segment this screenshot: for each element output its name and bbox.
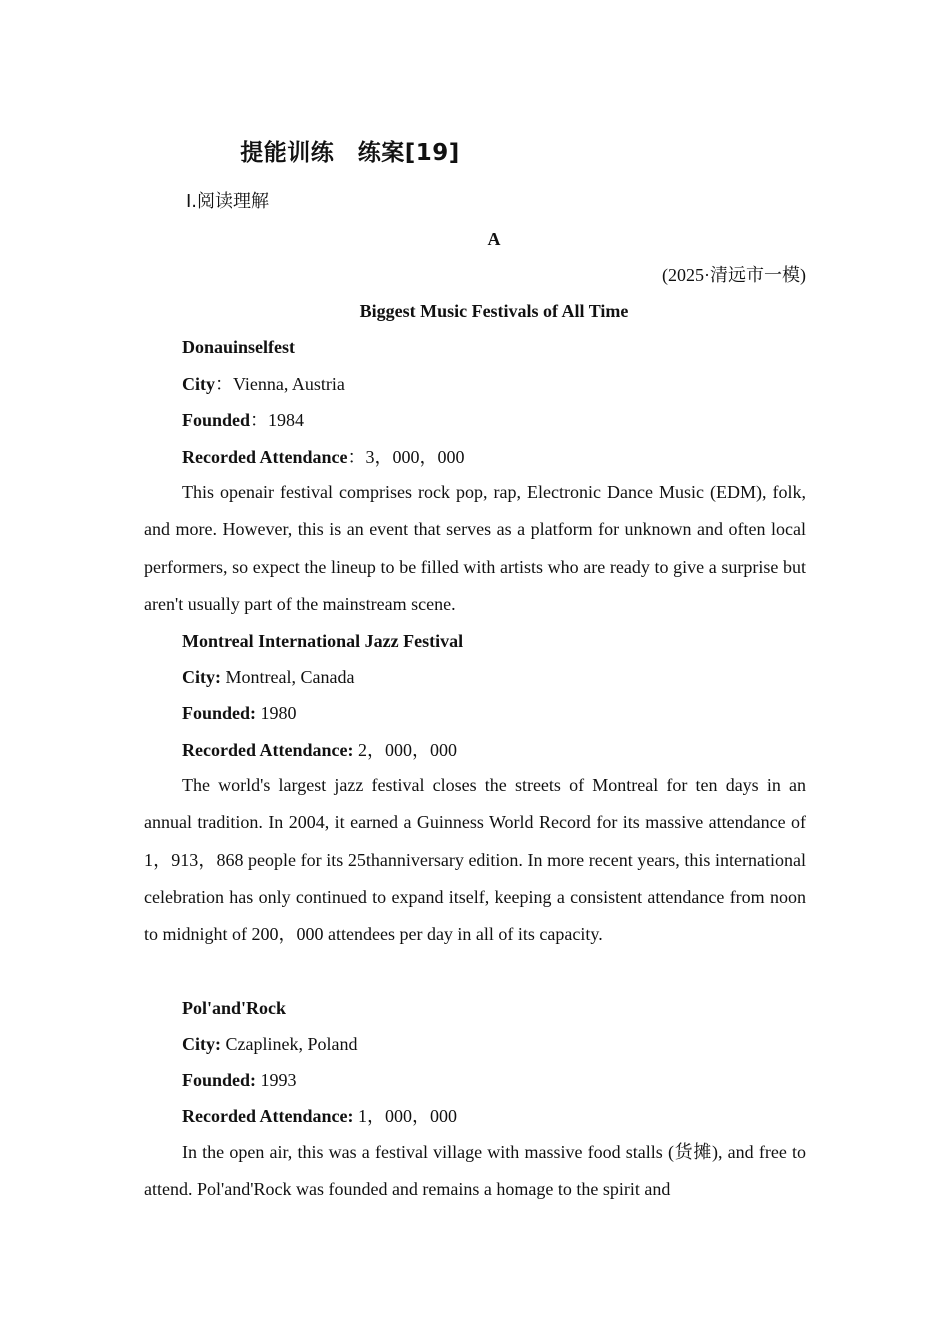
- section-label: Ⅰ.阅读理解: [186, 191, 270, 212]
- founded-label: Founded:: [182, 1070, 257, 1090]
- festival-description: In the open air, this was a festival village with massive food stalls (货摊), and free to attend. Pol'and'Rock was founded and remains a homage to the spirit and: [144, 1142, 806, 1200]
- festival-founded: [182, 701, 297, 725]
- festival-founded: [182, 408, 304, 432]
- founded-value: 1980: [260, 703, 297, 723]
- festival-attendance: [182, 445, 464, 469]
- city-value: Montreal, Canada: [225, 667, 355, 687]
- article-title: Biggest Music Festivals of All Time: [359, 301, 629, 321]
- attendance-separator: ：: [347, 447, 366, 467]
- festival-name: Donauinselfest: [182, 337, 296, 357]
- festival-name: Pol'and'Rock: [182, 998, 287, 1018]
- festival-city: [182, 372, 345, 396]
- founded-value: 1984: [268, 410, 305, 430]
- attendance-value: 1，000，000: [357, 1106, 457, 1126]
- attendance-label: Recorded Attendance: [182, 447, 348, 467]
- city-separator: ：: [215, 374, 233, 394]
- festival-city: [182, 1032, 357, 1056]
- attendance-label: Recorded Attendance:: [182, 1106, 354, 1126]
- city-label: City: [182, 374, 215, 394]
- source-note: (2025·清远市一模): [662, 265, 806, 285]
- founded-separator: ：: [250, 410, 269, 430]
- attendance-value: 3，000，000: [365, 447, 465, 467]
- festival-description: The world's largest jazz festival closes the streets of Montreal for ten days in an annual tradition. In 2004, it earned a Guinness World Record for its massive attendance of 1，913，868 people for its 25thanniversary edition. In more recent years, this international celebration has only continued to expand itself, keeping a consistent attendance from noon to midnight of 200，000 attendees per day in all of its capacity.: [144, 775, 806, 945]
- page-title: 提能训练 练案[19]: [240, 140, 460, 166]
- festival-attendance: [182, 738, 457, 762]
- city-label: City:: [182, 1034, 221, 1054]
- festival-description: This openair festival comprises rock pop, rap, Electronic Dance Music (EDM), folk, and more. However, this is an event that serves as a platform for unknown and often local performers, so expect the lineup to be filled with artists who are ready to give a surprise but aren't usually part of the mainstream scene.: [144, 482, 806, 614]
- passage-label: A: [487, 229, 501, 249]
- city-label: City:: [182, 667, 221, 687]
- attendance-label: Recorded Attendance:: [182, 740, 354, 760]
- festival-attendance: [182, 1104, 457, 1128]
- founded-label: Founded:: [182, 703, 257, 723]
- founded-value: 1993: [260, 1070, 297, 1090]
- festival-city: [182, 665, 354, 689]
- attendance-value: 2，000，000: [357, 740, 457, 760]
- city-value: Czaplinek, Poland: [225, 1034, 358, 1054]
- festival-name: Montreal International Jazz Festival: [182, 631, 464, 651]
- city-value: Vienna, Austria: [233, 374, 345, 394]
- founded-label: Founded: [182, 410, 251, 430]
- festival-founded: [182, 1068, 297, 1092]
